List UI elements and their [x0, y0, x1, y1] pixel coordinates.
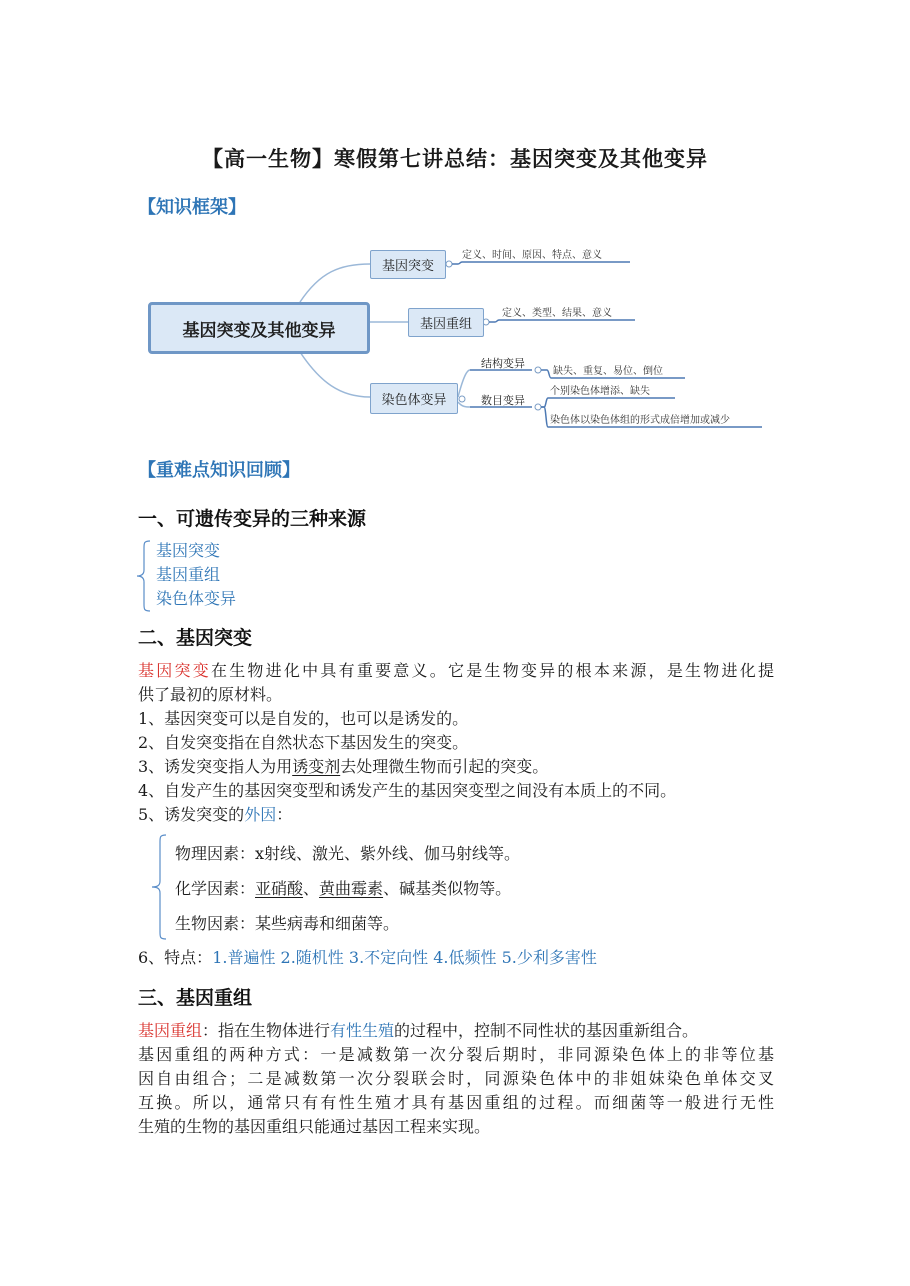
factor-physical: 物理因素：x射线、激光、紫外线、伽马射线等。 [175, 844, 521, 863]
mind-map-leaf-number-variation-1: 个别染色体增添、缺失 [550, 385, 650, 397]
section2-body [138, 659, 774, 827]
term-gene-mutation: 基因突变 [138, 661, 211, 680]
list-item: 染色体变异 [156, 589, 237, 608]
factor-biological: 生物因素：某些病毒和细菌等。 [175, 914, 400, 933]
term-gene-recombination: 基因重组 [138, 1021, 203, 1040]
paragraph-line: 互换。所以，通常只有有性生殖才具有基因重组的过程。而细菌等一般进行无性 [138, 1093, 774, 1112]
mind-map-node-gene-recombination: 基因重组 [408, 308, 484, 337]
paragraph-line: 1、基因突变可以是自发的，也可以是诱发的。 [138, 709, 469, 728]
term-external-cause: 外因 [244, 805, 277, 824]
section1-heading: 一、可遗传变异的三种来源 [138, 508, 367, 530]
section2-features [138, 946, 774, 970]
section1-brace [134, 540, 154, 612]
paragraph-line: 3、诱发突变指人为用诱变剂去处理微生物而引起的突变。 [138, 757, 549, 776]
paragraph-line: 6、特点：1.普遍性 2.随机性 3.不定向性 4.低频性 5.少利多害性 [138, 948, 597, 967]
paragraph-line: 供了最初的原材料。 [138, 685, 283, 704]
mind-map-leaf-gene-recombination: 定义、类型、结果、意义 [502, 307, 612, 319]
paragraph-line: 2、自发突变指在自然状态下基因发生的突变。 [138, 733, 469, 752]
mind-map-leaf-structure-variation: 缺失、重复、易位、倒位 [553, 365, 663, 377]
mind-map-node-structure-variation: 结构变异 [481, 357, 525, 370]
paragraph-line: 因自由组合；二是减数第一次分裂联会时，同源染色体中的非姐妹染色单体交叉 [138, 1069, 774, 1088]
paragraph-line: 基因重组：指在生物体进行有性生殖的过程中，控制不同性状的基因重新组合。 [138, 1021, 699, 1040]
paragraph-line: 基因突变在生物进化中具有重要意义。它是生物变异的根本来源，是生物进化提 [138, 661, 774, 680]
section2-heading: 二、基因突变 [138, 627, 253, 649]
mind-map-leaf-gene-mutation: 定义、时间、原因、特点、意义 [462, 249, 602, 261]
mind-map-node-chromosome-variation: 染色体变异 [370, 383, 458, 414]
mind-map [140, 232, 770, 432]
mind-map-node-number-variation: 数目变异 [481, 394, 525, 407]
review-heading: 【重难点知识回顾】 [138, 460, 300, 481]
framework-heading: 【知识框架】 [138, 197, 246, 218]
term-nitrous-acid: 亚硝酸 [255, 879, 304, 898]
feature-list: 1.普遍性 2.随机性 3.不定向性 4.低频性 5.少利多害性 [212, 948, 597, 967]
section1-list [156, 539, 236, 611]
list-item: 基因重组 [156, 565, 221, 584]
section3-heading: 三、基因重组 [138, 987, 253, 1009]
factors-brace [148, 834, 170, 940]
mind-map-leaf-number-variation-2: 染色体以染色体组的形式成倍增加或减少 [550, 414, 730, 426]
paragraph-line: 4、自发产生的基因突变型和诱发产生的基因突变型之间没有本质上的不同。 [138, 781, 677, 800]
list-item: 基因突变 [156, 541, 221, 560]
term-aflatoxin: 黄曲霉素 [319, 879, 384, 898]
term-mutagen: 诱变剂 [292, 757, 341, 776]
mind-map-node-gene-mutation: 基因突变 [370, 250, 446, 279]
page-title: 【高一生物】寒假第七讲总结：基因突变及其他变异 [202, 147, 708, 171]
section3-body [138, 1019, 774, 1139]
paragraph-line: 基因重组的两种方式：一是减数第一次分裂后期时，非同源染色体上的非等位基 [138, 1045, 774, 1064]
paragraph-line: 5、诱发突变的外因： [138, 805, 293, 824]
term-sexual-reproduction: 有性生殖 [330, 1021, 395, 1040]
factor-chemical: 化学因素：亚硝酸、黄曲霉素、碱基类似物等。 [175, 879, 512, 898]
paragraph-line: 生殖的生物的基因重组只能通过基因工程来实现。 [138, 1117, 491, 1136]
mind-map-root: 基因突变及其他变异 [148, 302, 370, 354]
